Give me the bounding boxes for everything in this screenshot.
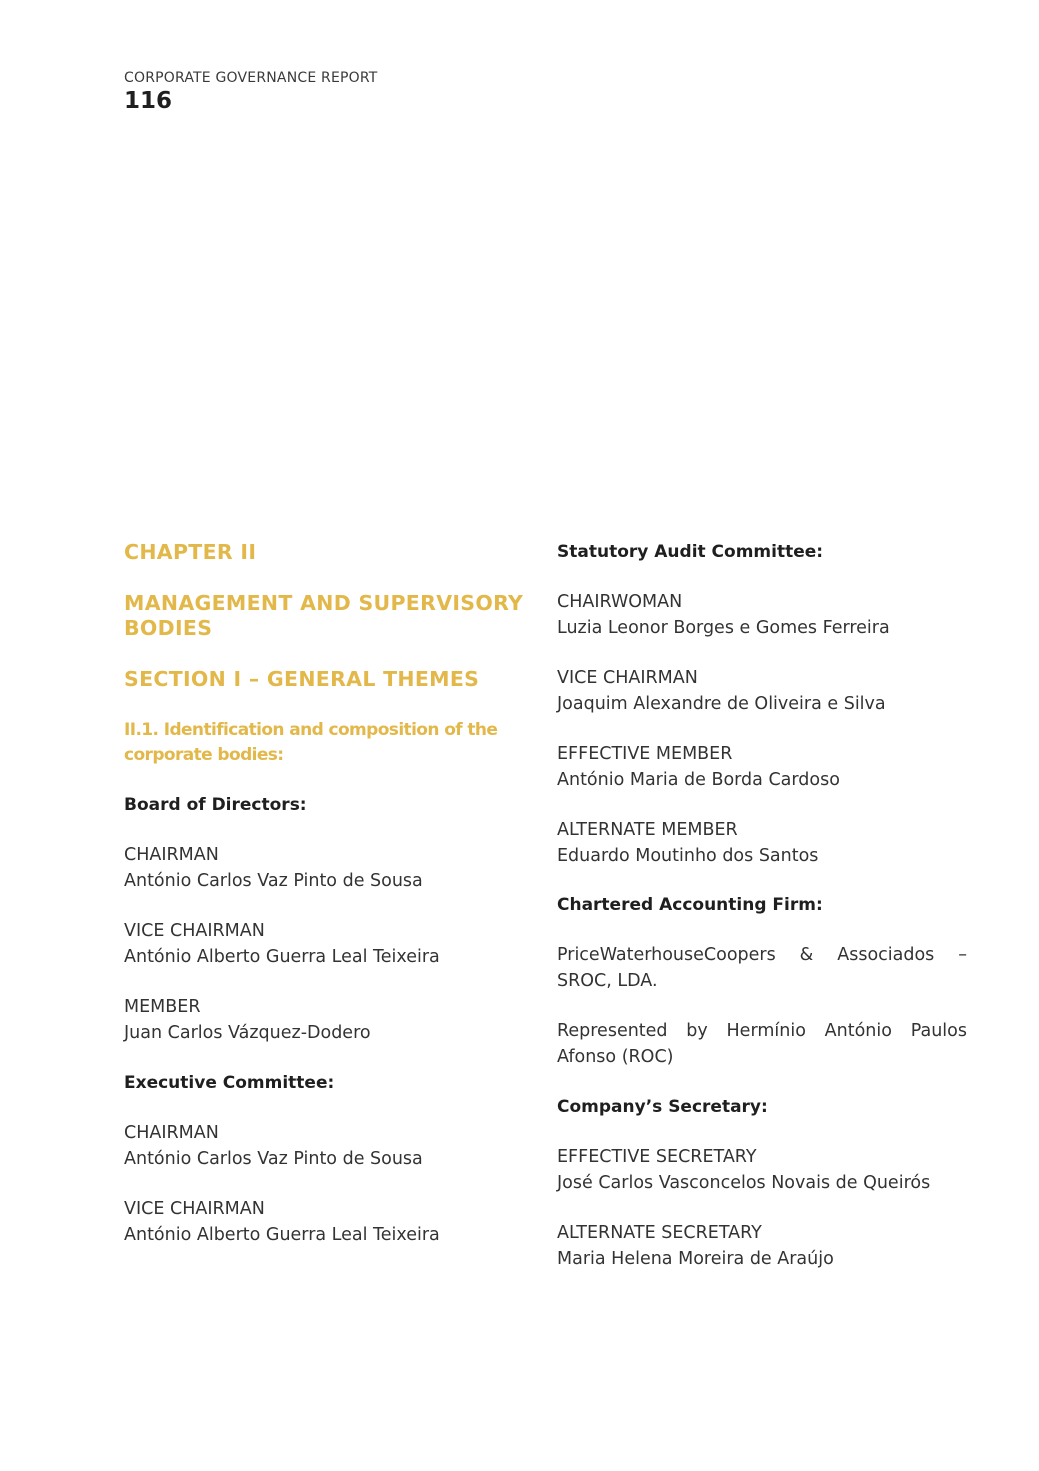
- member-role: ALTERNATE MEMBER: [557, 820, 738, 840]
- page-number: 116: [124, 88, 173, 114]
- chapter-title: MANAGEMENT AND SUPERVISORY BODIES: [124, 591, 524, 640]
- section-heading: SECTION I – GENERAL THEMES: [124, 667, 480, 691]
- accounting-representative: Represented by Hermínio António Paulos Afonso (ROC): [557, 1021, 967, 1067]
- board-label: Board of Directors:: [124, 795, 307, 815]
- member-role: VICE CHAIRMAN: [124, 1199, 265, 1219]
- member-role: CHAIRMAN: [124, 845, 219, 865]
- executive-member: [124, 1197, 536, 1248]
- member-role: EFFECTIVE SECRETARY: [557, 1147, 757, 1167]
- audit-member: [557, 818, 967, 869]
- member-role: VICE CHAIRMAN: [557, 668, 698, 688]
- audit-label: Statutory Audit Committee:: [557, 542, 824, 562]
- secretary-member: [557, 1221, 967, 1272]
- member-name: António Maria de Borda Cardoso: [557, 769, 840, 790]
- audit-member: [557, 666, 967, 717]
- executive-label: Executive Committee:: [124, 1073, 335, 1093]
- member-name: António Carlos Vaz Pinto de Sousa: [124, 870, 423, 891]
- executive-member: [124, 1121, 536, 1172]
- member-role: MEMBER: [124, 997, 201, 1017]
- subsection-heading: II.1. Identification and composition of the corporate bodies:: [124, 720, 498, 765]
- member-role: EFFECTIVE MEMBER: [557, 744, 733, 764]
- right-column: [557, 540, 967, 1297]
- member-name: Luzia Leonor Borges e Gomes Ferreira: [557, 617, 890, 638]
- member-name: Juan Carlos Vázquez-Dodero: [124, 1022, 371, 1043]
- audit-member: [557, 742, 967, 793]
- chapter-heading: CHAPTER II: [124, 540, 257, 564]
- member-name: António Alberto Guerra Leal Teixeira: [124, 946, 440, 967]
- member-role: CHAIRWOMAN: [557, 592, 683, 612]
- member-role: ALTERNATE SECRETARY: [557, 1223, 762, 1243]
- member-name: Joaquim Alexandre de Oliveira e Silva: [557, 693, 886, 714]
- board-member: [124, 995, 536, 1046]
- running-title: CORPORATE GOVERNANCE REPORT: [124, 70, 378, 86]
- audit-member: [557, 590, 967, 641]
- member-name: Eduardo Moutinho dos Santos: [557, 845, 819, 866]
- board-member: [124, 919, 536, 970]
- page-header: [124, 70, 378, 114]
- member-role: CHAIRMAN: [124, 1123, 219, 1143]
- accounting-firm: PriceWaterhouseCoopers & Associados – SROC, LDA.: [557, 945, 967, 991]
- accounting-label: Chartered Accounting Firm:: [557, 895, 823, 915]
- member-role: VICE CHAIRMAN: [124, 921, 265, 941]
- board-member: [124, 843, 536, 894]
- left-column: [124, 540, 536, 1273]
- member-name: Maria Helena Moreira de Araújo: [557, 1248, 834, 1269]
- secretary-label: Company’s Secretary:: [557, 1097, 768, 1117]
- member-name: António Alberto Guerra Leal Teixeira: [124, 1224, 440, 1245]
- member-name: José Carlos Vasconcelos Novais de Queirós: [557, 1172, 931, 1193]
- secretary-member: [557, 1145, 967, 1196]
- member-name: António Carlos Vaz Pinto de Sousa: [124, 1148, 423, 1169]
